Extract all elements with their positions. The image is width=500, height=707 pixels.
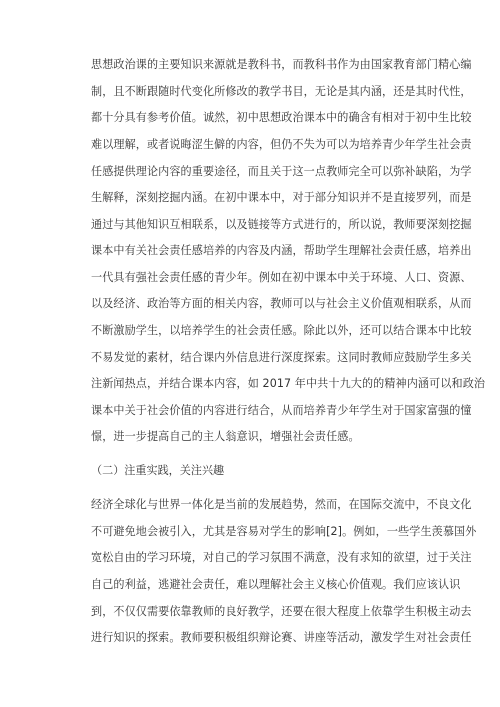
text-line: 不可避免地会被引入，尤其是容易对学生的影响[2]。例如，一些学生羡慕国外 bbox=[91, 525, 477, 538]
text-line: 自己的利益，逃避社会责任，难以理解社会主义核心价值观。我们应该认识 bbox=[91, 578, 461, 591]
text-line: 思想政治课的主要知识来源就是教科书，而教科书作为由国家教育部门精心编 bbox=[91, 58, 472, 71]
text-line: 不易发觉的素材，结合课内外信息进行深度探索。这同时教师应鼓励学生多关 bbox=[91, 351, 472, 364]
text-line: 以及经济、政治等方面的相关内容，教师可以与社会主义价值观相联系，从而 bbox=[91, 297, 472, 310]
text-line: 制，且不断跟随时代变化所修改的教学书目，无论是其内涵，还是其时代性， bbox=[91, 85, 472, 98]
text-line: 注新闻热点，并结合课本内容，如 2017 年中共十九大的的精神内涵可以和政治 bbox=[91, 377, 486, 390]
text-line: 宽松自由的学习环境，对自己的学习氛围不满意，没有求知的欲望，过于关注 bbox=[91, 551, 472, 564]
text-line: 任感提供理论内容的重要途径，而且关于这一点教师完全可以弥补缺陷，为学 bbox=[91, 165, 472, 178]
text-line: 都十分具有参考价值。诚然，初中思想政治课本中的确含有相对于初中生比较 bbox=[91, 111, 472, 124]
text-line: 生解释，深刻挖掘内涵。在初中课本中，对于部分知识并不是直接罗列，而是 bbox=[91, 191, 472, 204]
section-heading: （二）注重实践，关注兴趣 bbox=[91, 464, 225, 477]
text-line: 不断激励学生，以培养学生的社会责任感。除此以外，还可以结合课本中比较 bbox=[91, 324, 472, 337]
text-line: 一代具有强社会责任感的青少年。例如在初中课本中关于环境、人口、资源、 bbox=[91, 271, 472, 284]
text-line: 课本中有关社会责任感培养的内容及内涵，帮助学生理解社会责任感，培养出 bbox=[91, 244, 472, 257]
text-line: 通过与其他知识互相联系，以及链接等方式进行的，所以说，教师要深刻挖掘 bbox=[91, 218, 472, 231]
text-line: 难以理解，或者说晦涩生僻的内容，但仍不失为可以为培养青少年学生社会责 bbox=[91, 138, 472, 151]
text-line: 憬，进一步提高自己的主人翁意识，增强社会责任感。 bbox=[91, 430, 360, 443]
text-line: 经济全球化与世界一体化是当前的发展趋势，然而，在国际交流中，不良文化 bbox=[91, 498, 472, 511]
text-line: 到，不仅仅需要依靠教师的良好教学，还要在很大程度上依靠学生积极主动去 bbox=[91, 605, 472, 618]
text-line: 课本中关于社会价值的内容进行结合，从而培养青少年学生对于国家富强的憧 bbox=[91, 404, 472, 417]
text-line: 进行知识的探索。教师要积极组织辩论赛、讲座等活动，激发学生对社会责任 bbox=[91, 631, 472, 644]
